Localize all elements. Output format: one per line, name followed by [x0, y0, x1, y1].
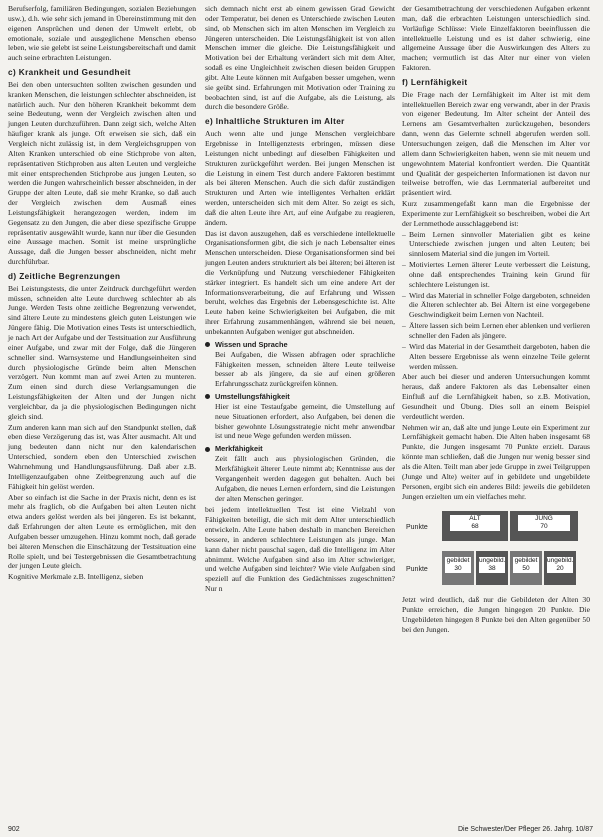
bullet-text: Bei Aufgaben, die Wissen abfragen oder sprachliche Fähigkeiten messen, schneiden ältere Leute teilweise besser ab als jüngere, da sie auf einen größeren Erfahrungsschatz zurückgreifen können. — [215, 349, 395, 389]
bottom-bar-label: ungebild. 20 — [547, 557, 574, 573]
column-1 — [8, 4, 196, 583]
section-heading-f: f) Lernfähigkeit — [402, 77, 468, 87]
top-bar-label: JUNG 70 — [518, 515, 570, 531]
bottom-bar-label: gebildet 30 — [446, 557, 470, 573]
bullet-dot-icon — [205, 342, 210, 347]
top-bar-value: 70 — [540, 523, 548, 531]
section-heading-c: c) Krankheit und Gesundheit — [8, 68, 131, 78]
bullet-knowledge — [205, 340, 395, 389]
paragraph: Bei Leistungstests, die unter Zeitdruck durchgeführt werden müssen, schneiden alte Leute durchweg schlechter ab als Junge. Werden Tests ohne zeitliche Begrenzung verwendet, sind ältere Leute zu mindestens gleich guten Leistungen wie Jüngere fähig. Die Motivation eines Tests ist unterschiedlich, je nach Art der Aufgabe und der Testsituation zur Ausführung einer Aufgabe, und zwar mit der Folge, daß die Jüngeren schneller sind. Warnsysteme und Handlungseinheiten sind durch physiologische Gründe beim alten Menschen verzögert. Nun kommt man auf zwei Arten zu munteren. Zum einen sind durch diese Verlangsamungen die Leistungsfähigkeiten der Alten und der Jungen nicht vergleichbar, da ja die physiologischen Bedingungen nicht gleich sind. — [8, 283, 196, 421]
bullet-heading: Merkfähigkeit — [215, 444, 263, 454]
list-item: – Wird das Material in der Gesamtheit dargeboten, haben die Alten bessere Ergebnisse als wenn einzelne Teile gelernt werden müssen. — [409, 342, 590, 372]
paragraph: Auch wenn alte und junge Menschen vergleichbare Ergebnisse in Intelligenztests erbringen, müssen diese Leistungen nicht unbedingt auf dieselben Fähigkeiten und Strukturen zurückgeführt werden. Bei jungen Menschen ist die Leistung in einem Test durch andere Faktoren bestimmt als bei älteren Menschen. Auch die sich dafür zuständigen Strukturen und Arten wie intelligentes Verhalten erklärt werden, unterscheiden sich mit dem Alter. So zeigt es sich, daß die alten Leute ihre Art, auf eine Aufgabe zu reagieren, ändern. — [205, 129, 395, 227]
bullet-adaptability — [205, 392, 395, 441]
bullet-text: Zeit fällt auch aus physiologischen Gründen, die Merkfähigkeit älterer Leute nimmt ab; Kenntnisse aus der Vergangenheit werden dagegen gut behalten. Auch bei Aufgaben, die neues Lernen erfordern, sind die Leistungen der alten Menschen geringer. — [215, 454, 395, 503]
paragraph: sich demnach nicht erst ab einem gewissen Grad Gewicht oder Temperatur, bei denen es Unterschiede zwischen Leuten sind, ob Menschen sich im alten Menschen im Vergleich zu Jüngeren unterscheiden. Die Leistungsfähigkeit ist von allen Menschen immer die gleiche. Die Leistungsfähigkeit und Motivation bei der Erhaltung verändert sich mit dem Alter, sodaß es eine Ungleichheit zwischen diesen beiden Gruppen gibt. Alte Leute können mit Aufgaben besser umgehen, wenn sie geübt sind. Erfahrungen mit Motivation oder Training zu beobachten sind, ist auf die Aufgabe, als die Leistung, als durch die besondere Größe. — [205, 4, 395, 112]
section-heading-d: d) Zeitliche Begrenzungen — [8, 271, 121, 281]
page-footer — [8, 826, 593, 833]
bottom-bar-label: gebildet 50 — [514, 557, 538, 573]
paragraph: Zum anderen kann man sich auf den Standpunkt stellen, daß eben diese Verzögerung das ist, was Älter ausmacht. Alt und jung bedeuten dann nicht nur den kalendarischen Unterschied, sondern eben den Unterschied zwischen Wahrnehmung und Handlungsausführung. Daß aber z.B. Intelligenzaufgaben ohne Zeitbegrenzung auch auf die Fähigkeit hin gelöst werden. — [8, 422, 196, 491]
list-item: – Motiviertes Lernen älterer Leute verbessert die Leistung, ohne daß entsprechendes Training kein Grund für schlechtere Leistungen ist. — [409, 260, 590, 290]
bullet-heading: Wissen und Sprache — [215, 339, 288, 349]
page-number: 902 — [8, 826, 20, 833]
paragraph: Kurz zusammengefaßt kann man die Ergebnisse der Experimente zur Lernfähigkeit so beschreiben, wobei die Art der Lernmethode ausschlaggebend ist: — [402, 199, 590, 228]
bullet-memory — [205, 444, 395, 503]
paragraph: bei jedem intellektuellen Test ist eine Vielzahl von Fähigkeiten beteiligt, die sich mit dem Alter unterschiedlich entwickeln. Alte Leute haben deshalb in manchen Bereichen bessere, in anderen schlechtere Leistungen als junge. Man kann daher nicht pauschal sagen, daß die Intelligenz im Alter abnimmt. Welche Aufgaben sind also im Alter schwieriger, und welche Aufgaben sind leichter? Wie viele Aufgaben sind speziell auf die Funktion des Gedächtnisses zugeschnitten? Nur n — [205, 505, 395, 594]
top-bar-0 — [442, 511, 508, 541]
journal-name: Die Schwester/Der Pfleger 26. Jahrg. 10/87 — [457, 826, 593, 833]
paragraph: Das ist davon auszugehen, daß es verschiedene intellektuelle Organisationsformen gibt, die sich je nach Lebensalter eines Menschen unterscheiden. Diese Organisationsformen sind bei jungen Leuten anders strukturiert als bei älteren; bei älteren ist die Verknüpfung und Nutzung verschiedener Fähigkeiten stärker integriert. Es handelt sich um eine andere Art der Informationsverarbeitung, die auf Erfahrung und Wissen beruht, welches das Ergebnis der Lebensgeschichte ist. Alte Leute haben keine Schwierigkeiten bei Aufgaben, die mit ihrer Erfahrung zusammenhängen, während sie bei neuen, unbekannten Aufgaben weniger gut abschneiden. — [205, 228, 395, 336]
findings-list — [402, 230, 590, 372]
list-item: – Beim Lernen sinnvoller Materialien gibt es keine Unterschiede zwischen jungen und alten Leuten; bei sinnlosem Material sind die jungen im Vorteil. — [409, 230, 590, 260]
paragraph: Bei den oben untersuchten sollten zwischen gesunden und kranken Menschen, die leistungen schlechter abschneiden, ist natürlich auch. Nur den höheren Krankheit bekommt dem seine Bedeutung, wenn der Vergleich zwischen alten und jungen Leuten durchzuführen. Dann zeigt sich, welche Alten häufiger krank als junge. Oft erweisen sie sich, daß ein Vergleich nicht zulässig ist, in dem Vergleichsgruppen von Alten Kranken unterschied ob eine Stichprobe von alten, repräsentativen Stichproben aus alten Leuten und vergleiche mit einer entsprechenden Stichprobe aus jungen Leuten, so werden die Jungen wahrscheinlich besser abschneiden, in der Gruppe der alten Leute, daß sie mehr Kranke, so daß auch der Vergleich zwischen dem Ausmaß eines Leistungsfähigkeit herangezogen werden, indem im Gegensatz zu den Jungen, die aber diese spezifische Gruppe repräsentativ ausgewählt wurde, kann nur über die Gesunden eine Aussage machen. Somit ist meine ursprüngliche Aussage, daß die Jungen besser abschneiden, nicht mehr durchführbar. — [8, 79, 196, 267]
column-2 — [205, 4, 395, 595]
paragraph: Aber so einfach ist die Sache in der Praxis nicht, denn es ist mehr als fraglich, ob die Aufgaben bei alten Leuten nicht etwa anders gelöst werden als bei jüngeren. Es ist bekannt, daß Erfahrungen der alten Leute es ermöglichen, mit den Aufgaben besser umzugehen. Hinzu kommt noch, daß gerade bei älteren Menschen die Einschätzung der Testsituation eine Rolle spielt, und bei Testergebnissen die Gesamtbetrachtung der jungen Leute gleich. — [8, 492, 196, 571]
top-bar-value: 68 — [471, 523, 479, 531]
points-chart — [406, 507, 586, 589]
row-label-top: Punkte — [406, 524, 428, 532]
paragraph: der Gesamtbetrachtung der verschiedenen Aufgaben erkennt man, daß die erbrachten Leistungen unterschiedlich sind. Vorläufige Schlüsse: Viele Einzelfaktoren beeinflussen die intellektuelle Leistung und es ist daher schwierig, eine allgemeine Aussage über die Auswirkungen des Alters zu machen; vermutlich ist das Alter nur einer von vielen Faktoren. — [402, 4, 590, 73]
top-bar-1 — [510, 511, 578, 541]
list-item: – Wird das Material in schneller Folge dargeboten, schneiden die Älteren schlechter ab. Bei Ältern ist eine vorgegebene Geschwindigkeit beim Lernen von Nachteil. — [409, 291, 590, 321]
bottom-bar-1 — [476, 551, 508, 585]
top-bar-label: ALT 68 — [450, 515, 500, 531]
paragraph: Berufserfolg, familiären Bedingungen, sozialen Beziehungen usw.), d.h. wie sehr sich jemand in Übereinstimmung mit den eigenen Ansprüchen und denen der Umwelt erlebt, ob emotionale, soziale und ausgeglichene Menschen ebenso leben, wie sie gelebt ist seine Leistungsbereitschaft und damit auch seine erbrachten Leistungen. — [8, 4, 196, 63]
paragraph: Jetzt wird deutlich, daß nur die Gebildeten der Alten 30 Punkte erreichen, die Jungen hingegen 20 Punkte. Die Ungebildeten hingegen 8 Punkte bei den Alten gegenüber 50 bei den Jungen. — [402, 595, 590, 634]
paragraph: Aber auch bei dieser und anderen Untersuchungen kommt heraus, daß andere Faktoren als das Lebensalter einen Einfluß auf die Lernfähigkeit haben, so z.B. Motivation, Gesundheit und Übung. Dies soll an einem Beispiel verdeutlicht werden. — [402, 372, 590, 421]
bullet-dot-icon — [205, 447, 210, 452]
row-label-bottom: Punkte — [406, 566, 428, 574]
column-3 — [402, 4, 590, 636]
bottom-bar-label: ungebild. 38 — [479, 557, 506, 573]
list-item: – Ältere lassen sich beim Lernen eher ablenken und verlieren schneller den Faden als jüngere. — [409, 321, 590, 341]
paragraph: Die Frage nach der Lernfähigkeit im Alter ist mit dem intellektuellen Bereich zwar eng verwandt, aber in der Praxis von eigener Bedeutung. Im Alter scheint der Anteil des Lernens am Gesamtverhalten zurückzugehen, besonders dann, wenn das Gelernte schnell abgerufen werden soll. Untersuchungen zeigen, daß die Menschen im Alter vor allem dann Schwierigkeiten haben, wenn sie mit neuem und ungewohntem Material konfrontiert werden. Die Quantität und Qualität der gespeicherten Informationen ist davon nur teilweise betroffen, wie das Lernmaterial aufbereitet und präsentiert wird. — [402, 89, 590, 198]
bottom-bar-0 — [442, 551, 474, 585]
section-heading-e: e) Inhaltliche Strukturen im Alter — [205, 117, 345, 127]
paragraph: Nehmen wir an, daß alte und junge Leute ein Experiment zur Lernfähigkeit gemacht haben. Die Alten haben insgesamt 68 Punkte, die Jungen insgesamt 70 Punkte erzielt. Daraus könnte man schließen, daß die Jungen nur wenig besser sind als die Alten. Teilt man aber jede Gruppe in zwei Teilgruppen (Junge und Alte) weiter auf in gebildete und ungebildete Personen, ergibt sich ein anderes Bild: jeweils die gebildeten Jungen erzielten um ein vielfaches mehr. — [402, 422, 590, 501]
bullet-dot-icon — [205, 394, 210, 399]
bottom-bar-2 — [510, 551, 542, 585]
bullet-heading: Umstellungsfähigkeit — [215, 392, 290, 402]
bottom-bar-3 — [544, 551, 576, 585]
bullet-text: Hier ist eine Testaufgabe gemeint, die Umstellung auf neue Situationen erfordert, also Aufgaben, bei denen die bisher gewohnte Lösungsstrategie nicht mehr anwendbar ist und neue Wege gefunden werden müssen. — [215, 401, 395, 441]
paragraph: Kognitive Merkmale z.B. Intelligenz, sieben — [8, 572, 144, 582]
